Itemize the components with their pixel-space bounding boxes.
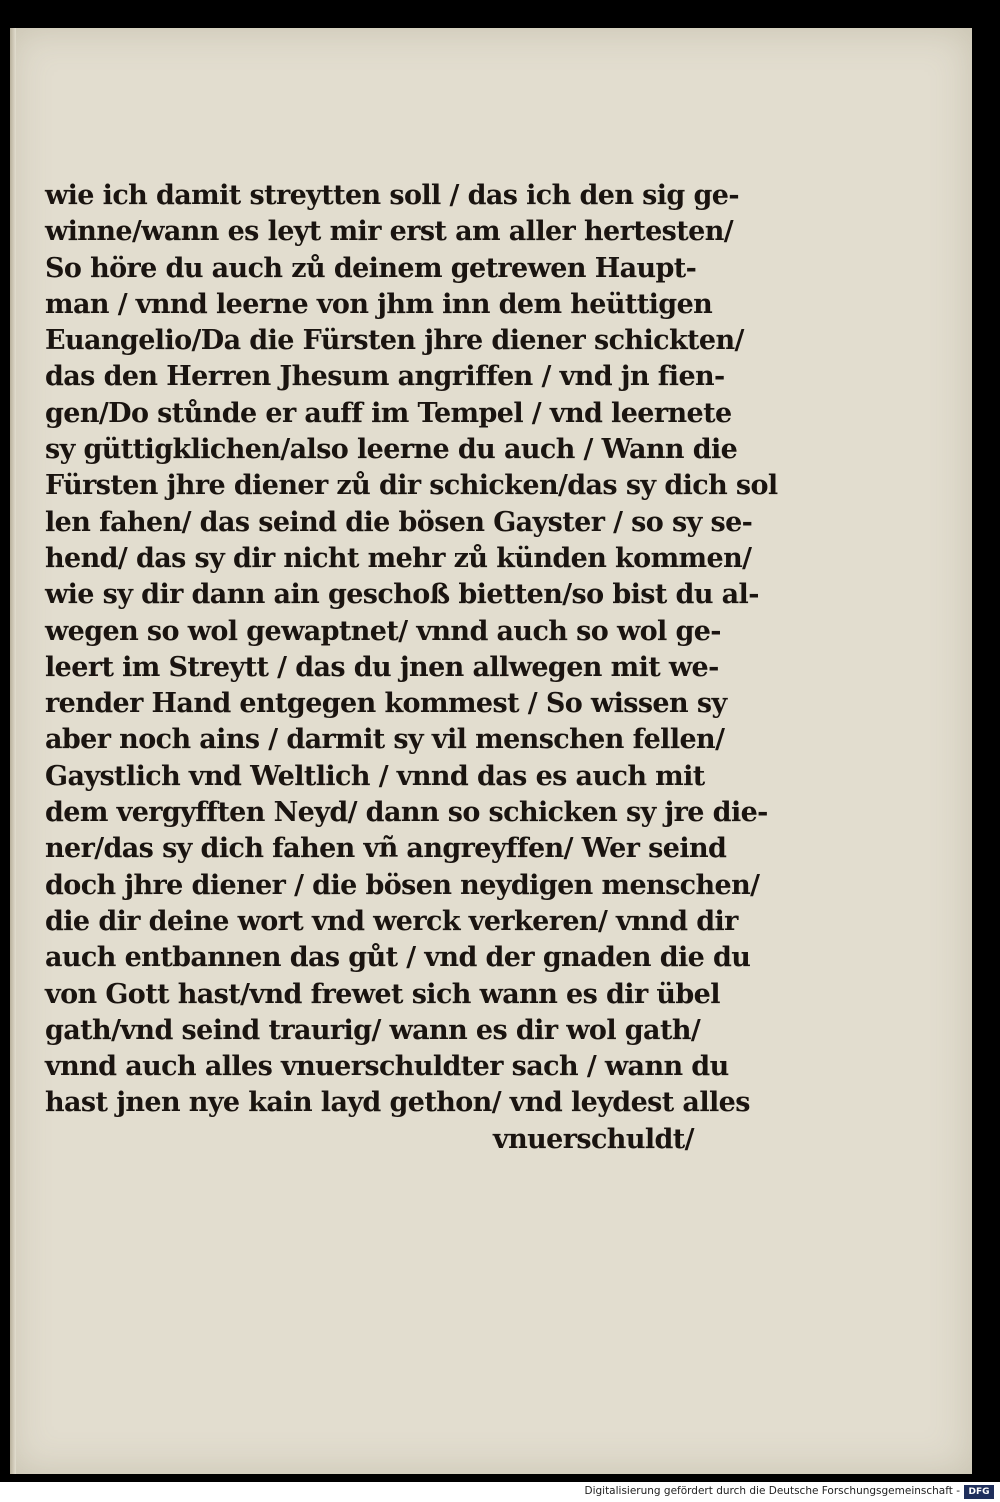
text-line: winne/wann es leyt mir erst am aller hertesten/ [45,216,733,248]
text-line: aber noch ains / darmit sy vil menschen fellen/ [45,724,725,756]
text-line: sy güttigklichen/also leerne du auch / Wann die [45,434,738,466]
text-line: gen/Do stůnde er auff im Tempel / vnd leernete [45,397,732,429]
text-line: hend/ das sy dir nicht mehr zů künden kommen/ [45,542,752,574]
text-line: vnuerschuldt/ [493,1123,694,1155]
text-block [45,178,778,1158]
text-line: ner/das sy dich fahen vñ angreyffen/ Wer seind [45,833,727,865]
text-line: von Gott hast/vnd frewet sich wann es dir übel [45,978,720,1010]
dfg-logo: DFG [964,1485,994,1499]
text-line: So höre du auch zů deinem getrewen Haupt- [45,252,697,284]
text-line: gath/vnd seind traurig/ wann es dir wol gath/ [45,1014,701,1046]
text-line: len fahen/ das seind die bösen Gayster / so sy se- [45,506,753,538]
text-line: render Hand entgegen kommest / So wissen sy [45,688,727,720]
text-line: Fürsten jhre diener zů dir schicken/das sy dich sol [45,470,778,502]
text-line: dem vergyfften Neyd/ dann so schicken sy jre die- [45,797,768,829]
text-line: das den Herren Jhesum angriffen / vnd jn fien- [45,361,725,393]
text-line: hast jnen nye kain layd gethon/ vnd leydest alles [45,1087,750,1119]
text-line: Euangelio/Da die Fürsten jhre diener schickten/ [45,325,744,357]
text-line: vnnd auch alles vnuerschuldter sach / wann du [45,1051,729,1083]
text-line: Gaystlich vnd Weltlich / vnnd das es auch mit [45,760,705,792]
footer [0,1482,1000,1502]
text-line: doch jhre diener / die bösen neydigen menschen/ [45,869,760,901]
funding-notice: Digitalisierung gefördert durch die Deutsche Forschungsgemeinschaft - [584,1485,960,1497]
text-line: auch entbannen das gůt / vnd der gnaden die du [45,942,751,974]
text-line: die dir deine wort vnd werck verkeren/ vnnd dir [45,905,738,937]
page-edge [10,28,16,1474]
text-line: man / vnnd leerne von jhm inn dem heüttigen [45,288,713,320]
text-line: leert im Streytt / das du jnen allwegen mit we- [45,651,719,683]
text-line: wie ich damit streytten soll / das ich den sig ge- [45,180,739,211]
book-page [10,28,972,1474]
text-line: wegen so wol gewaptnet/ vnnd auch so wol ge- [45,615,721,647]
text-line: wie sy dir dann ain geschoß bietten/so bist du al- [45,579,759,611]
